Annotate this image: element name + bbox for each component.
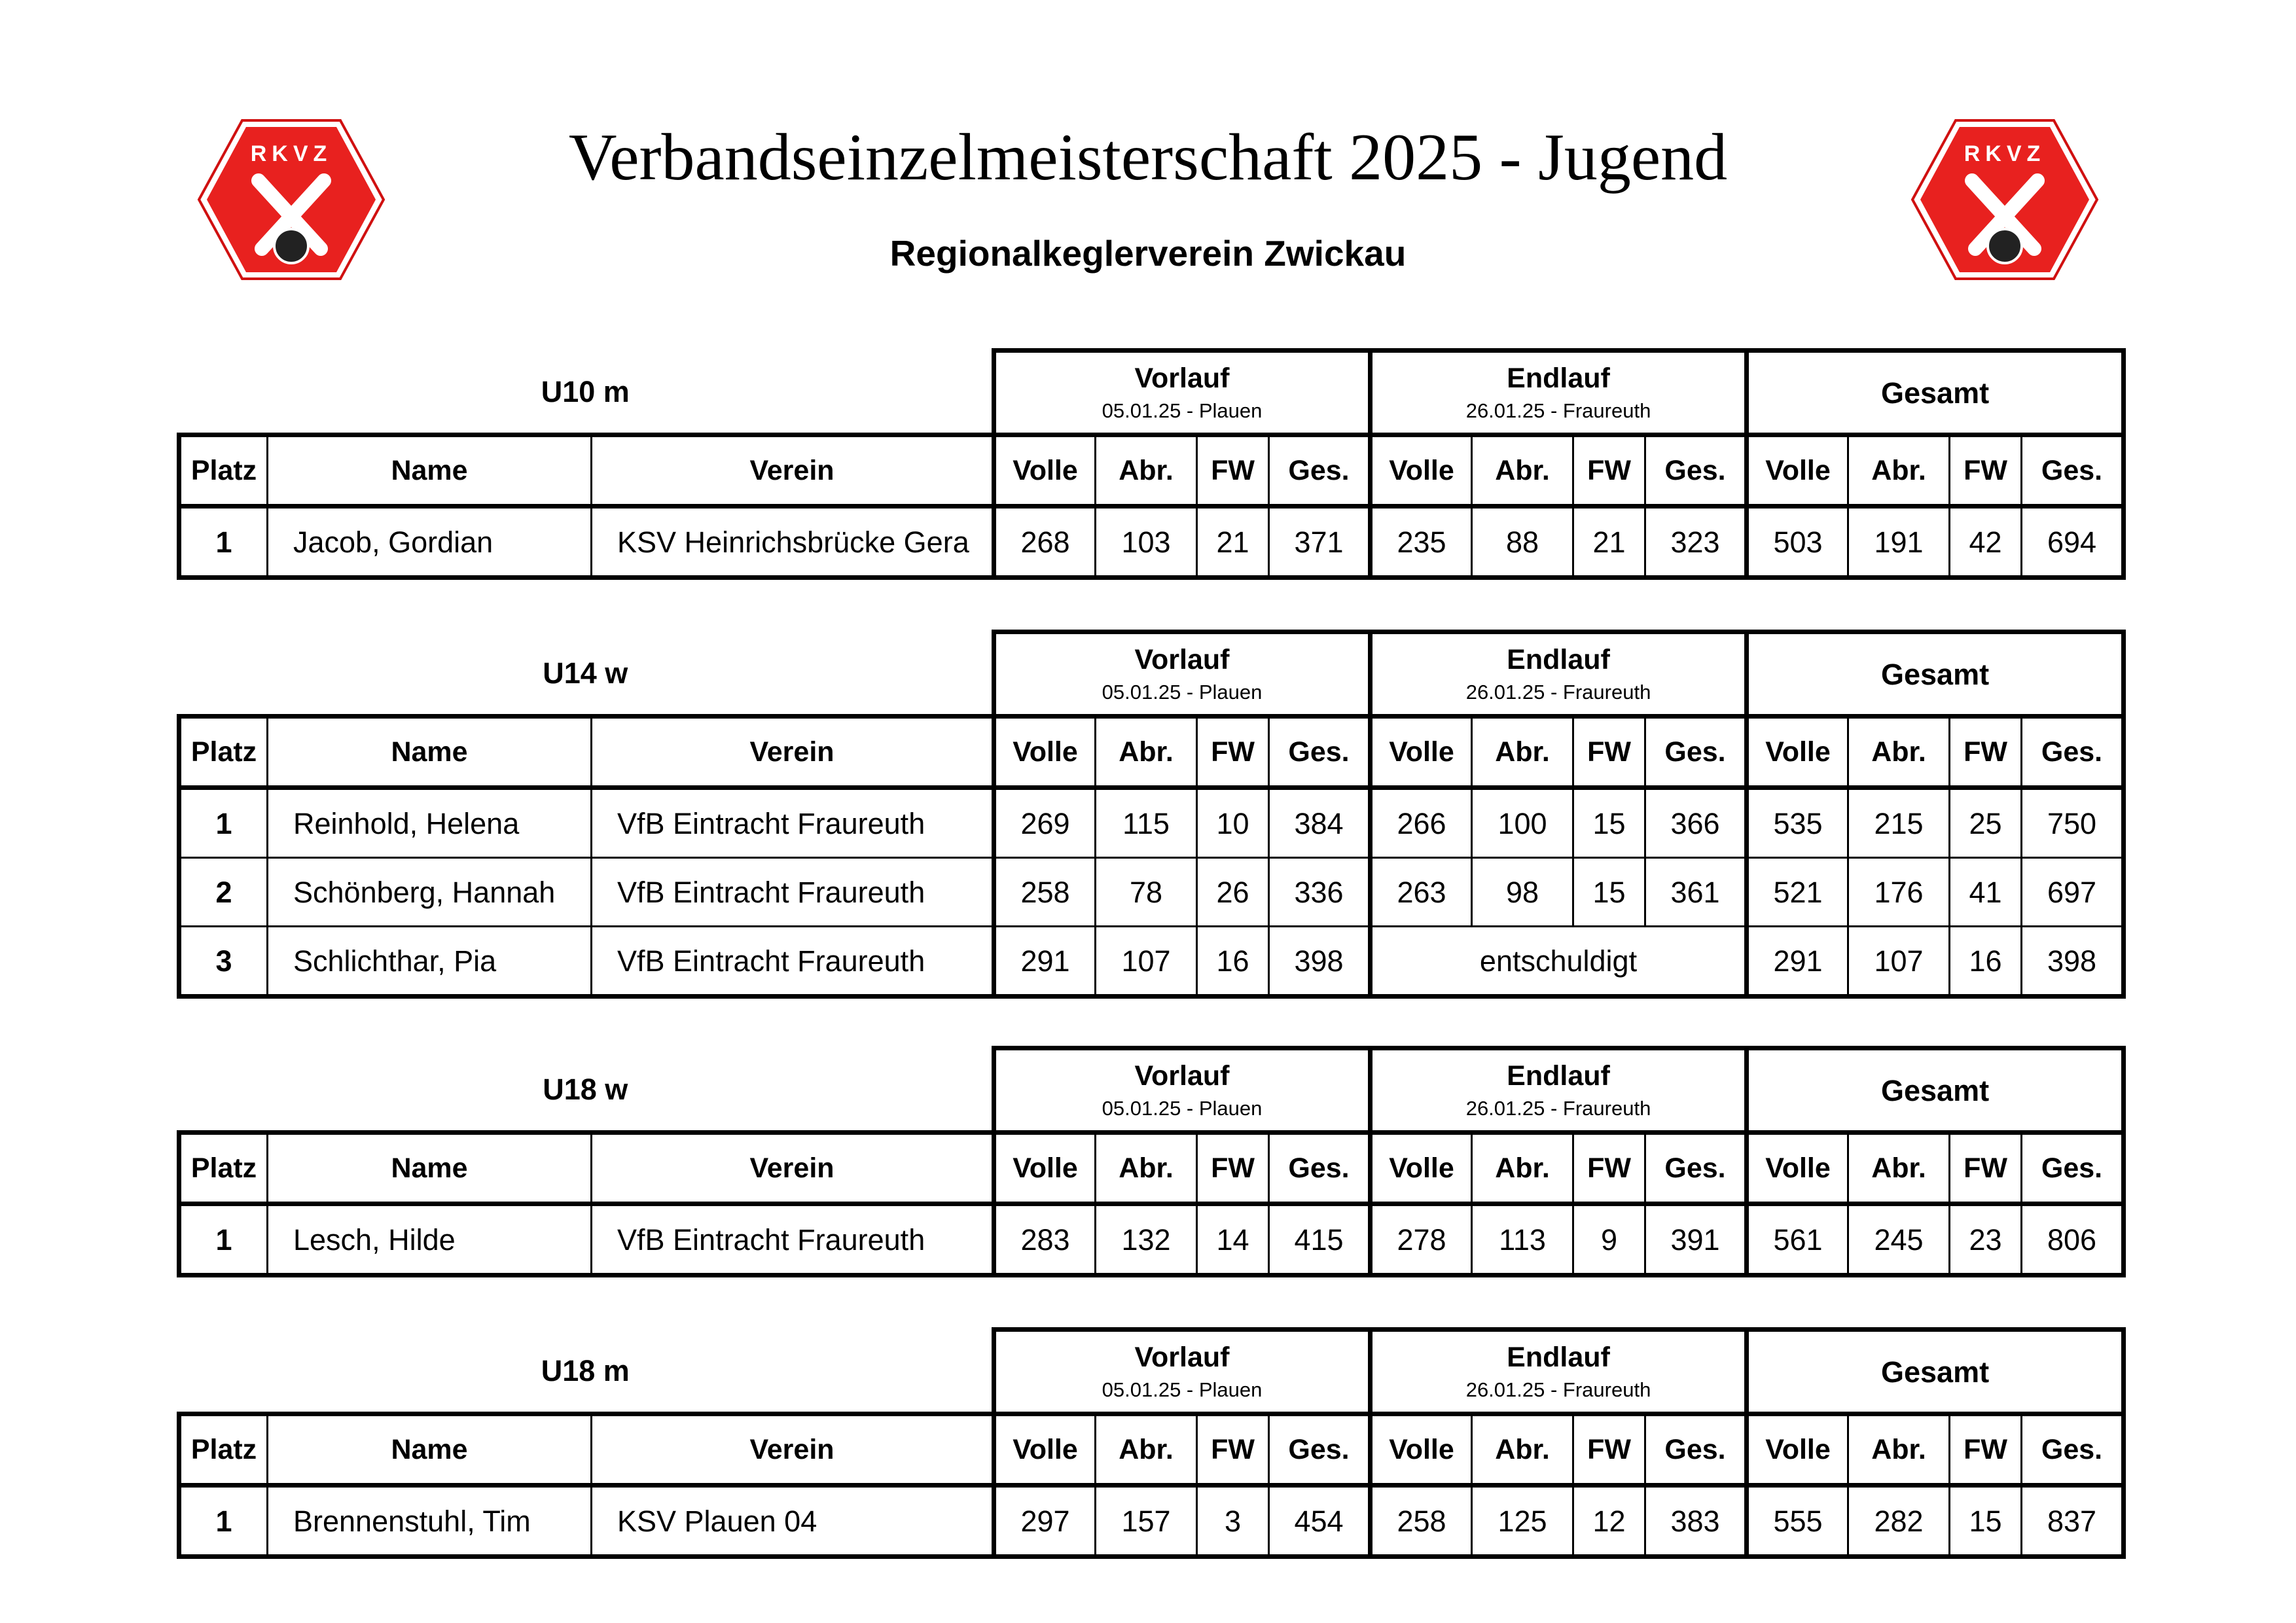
endlauf-date-location: 26.01.25 - Fraureuth: [1465, 1097, 1651, 1120]
platz-cell: 3: [179, 927, 268, 997]
endlauf-value-cell: 366: [1645, 788, 1747, 858]
endlauf-value-cell: 12: [1573, 1486, 1645, 1557]
column-header-fw: FW: [1197, 1133, 1269, 1204]
endlauf-value-cell: 15: [1573, 858, 1645, 927]
vorlauf-group-header: [994, 632, 1371, 717]
vorlauf-value-cell: 107: [1096, 927, 1197, 997]
gesamt-group-header: Gesamt: [1747, 1330, 2124, 1414]
column-header-ges: Ges.: [1645, 1414, 1747, 1486]
vorlauf-value-cell: 26: [1197, 858, 1269, 927]
column-header-volle: Volle: [1371, 1133, 1472, 1204]
column-header-fw: FW: [1197, 435, 1269, 507]
svg-text:RKVZ: RKVZ: [1964, 141, 2046, 166]
column-header-volle: Volle: [994, 435, 1096, 507]
column-header-volle: Volle: [1747, 717, 1848, 788]
platz-cell: 2: [179, 858, 268, 927]
gesamt-value-cell: 398: [2022, 927, 2124, 997]
vorlauf-value-cell: 21: [1197, 507, 1269, 578]
platz-cell: 1: [179, 788, 268, 858]
column-header-row: [179, 435, 2124, 507]
platz-cell: 1: [179, 1486, 268, 1557]
gesamt-value-cell: 697: [2022, 858, 2124, 927]
column-header-abr: Abr.: [1096, 717, 1197, 788]
verein-cell: VfB Eintracht Fraureuth: [592, 858, 994, 927]
vorlauf-value-cell: 78: [1096, 858, 1197, 927]
column-header-name: Name: [268, 1133, 592, 1204]
column-header-volle: Volle: [994, 1133, 1096, 1204]
vorlauf-value-cell: 14: [1197, 1204, 1269, 1275]
gesamt-value-cell: 107: [1848, 927, 1950, 997]
vorlauf-value-cell: 384: [1269, 788, 1371, 858]
column-header-ges: Ges.: [1269, 435, 1371, 507]
gesamt-value-cell: 42: [1950, 507, 2022, 578]
verein-cell: VfB Eintracht Fraureuth: [592, 1204, 994, 1275]
svg-text:RKVZ: RKVZ: [250, 141, 332, 166]
column-header-ges: Ges.: [1645, 1133, 1747, 1204]
column-header-verein: Verein: [592, 435, 994, 507]
column-header-fw: FW: [1950, 1414, 2022, 1486]
vorlauf-value-cell: 336: [1269, 858, 1371, 927]
gesamt-value-cell: 176: [1848, 858, 1950, 927]
column-header-fw: FW: [1573, 435, 1645, 507]
results-table: [177, 1327, 2126, 1559]
endlauf-value-cell: 323: [1645, 507, 1747, 578]
verein-cell: VfB Eintracht Fraureuth: [592, 788, 994, 858]
vorlauf-value-cell: 132: [1096, 1204, 1197, 1275]
gesamt-value-cell: 535: [1747, 788, 1848, 858]
column-header-ges: Ges.: [1645, 435, 1747, 507]
gesamt-value-cell: 16: [1950, 927, 2022, 997]
vorlauf-value-cell: 269: [994, 788, 1096, 858]
column-header-fw: FW: [1950, 717, 2022, 788]
vorlauf-value-cell: 291: [994, 927, 1096, 997]
gesamt-value-cell: 23: [1950, 1204, 2022, 1275]
gesamt-value-cell: 41: [1950, 858, 2022, 927]
name-cell: Schönberg, Hannah: [268, 858, 592, 927]
group-header-row: [179, 1048, 2124, 1133]
gesamt-value-cell: 503: [1747, 507, 1848, 578]
gesamt-value-cell: 837: [2022, 1486, 2124, 1557]
gesamt-value-cell: 555: [1747, 1486, 1848, 1557]
endlauf-value-cell: 98: [1472, 858, 1573, 927]
rkvz-logo-left: [196, 118, 386, 281]
column-header-ges: Ges.: [1269, 1133, 1371, 1204]
endlauf-value-cell: 100: [1472, 788, 1573, 858]
name-cell: Jacob, Gordian: [268, 507, 592, 578]
endlauf-value-cell: 278: [1371, 1204, 1472, 1275]
endlauf-value-cell: 383: [1645, 1486, 1747, 1557]
vorlauf-value-cell: 454: [1269, 1486, 1371, 1557]
name-cell: Brennenstuhl, Tim: [268, 1486, 592, 1557]
column-header-volle: Volle: [994, 717, 1096, 788]
vorlauf-value-cell: 415: [1269, 1204, 1371, 1275]
column-header-volle: Volle: [1747, 1133, 1848, 1204]
column-header-volle: Volle: [1371, 1414, 1472, 1486]
gesamt-value-cell: 25: [1950, 788, 2022, 858]
endlauf-value-cell: 21: [1573, 507, 1645, 578]
vorlauf-value-cell: 103: [1096, 507, 1197, 578]
column-header-platz: Platz: [179, 1133, 268, 1204]
page-subtitle: Regionalkeglerverein Zwickau: [889, 233, 1407, 274]
column-header-verein: Verein: [592, 717, 994, 788]
gesamt-group-header: Gesamt: [1747, 1048, 2124, 1133]
rkvz-logo-right: [1910, 118, 2100, 281]
column-header-fw: FW: [1197, 717, 1269, 788]
endlauf-value-cell: 9: [1573, 1204, 1645, 1275]
vorlauf-date-location: 05.01.25 - Plauen: [1102, 681, 1263, 704]
vorlauf-label: Vorlauf: [1134, 363, 1230, 394]
endlauf-group-header: [1371, 1330, 1747, 1414]
gesamt-value-cell: 215: [1848, 788, 1950, 858]
result-section: [177, 1046, 2118, 1277]
column-header-verein: Verein: [592, 1414, 994, 1486]
column-header-platz: Platz: [179, 435, 268, 507]
gesamt-value-cell: 245: [1848, 1204, 1950, 1275]
vorlauf-value-cell: 297: [994, 1486, 1096, 1557]
endlauf-label: Endlauf: [1507, 644, 1610, 675]
name-cell: Schlichthar, Pia: [268, 927, 592, 997]
column-header-abr: Abr.: [1472, 435, 1573, 507]
gesamt-value-cell: 806: [2022, 1204, 2124, 1275]
column-header-abr: Abr.: [1472, 1414, 1573, 1486]
endlauf-value-cell: 113: [1472, 1204, 1573, 1275]
vorlauf-date-location: 05.01.25 - Plauen: [1102, 399, 1263, 422]
gesamt-value-cell: 750: [2022, 788, 2124, 858]
endlauf-value-cell: 125: [1472, 1486, 1573, 1557]
result-section: [177, 1327, 2118, 1559]
endlauf-value-cell: 263: [1371, 858, 1472, 927]
group-header-row: [179, 1330, 2124, 1414]
column-header-volle: Volle: [1371, 435, 1472, 507]
gesamt-group-header: Gesamt: [1747, 632, 2124, 717]
vorlauf-value-cell: 3: [1197, 1486, 1269, 1557]
column-header-ges: Ges.: [2022, 435, 2124, 507]
column-header-abr: Abr.: [1848, 1414, 1950, 1486]
endlauf-value-cell: 361: [1645, 858, 1747, 927]
vorlauf-value-cell: 268: [994, 507, 1096, 578]
platz-cell: 1: [179, 507, 268, 578]
endlauf-value-cell: 266: [1371, 788, 1472, 858]
result-section: [177, 630, 2118, 999]
column-header-ges: Ges.: [2022, 1133, 2124, 1204]
result-section: [177, 348, 2118, 580]
page-title: Verbandseinzelmeisterschaft 2025 - Jugend: [568, 120, 1728, 194]
endlauf-date-location: 26.01.25 - Fraureuth: [1465, 1378, 1651, 1401]
column-header-ges: Ges.: [1269, 1414, 1371, 1486]
column-header-ges: Ges.: [1645, 717, 1747, 788]
vorlauf-value-cell: 371: [1269, 507, 1371, 578]
category-title: U14 w: [543, 656, 628, 690]
gesamt-value-cell: 15: [1950, 1486, 2022, 1557]
name-cell: Reinhold, Helena: [268, 788, 592, 858]
column-header-volle: Volle: [994, 1414, 1096, 1486]
column-header-row: [179, 1133, 2124, 1204]
vorlauf-value-cell: 10: [1197, 788, 1269, 858]
column-header-fw: FW: [1573, 1414, 1645, 1486]
endlauf-value-cell: 88: [1472, 507, 1573, 578]
endlauf-label: Endlauf: [1507, 1342, 1610, 1373]
vorlauf-label: Vorlauf: [1134, 1342, 1230, 1373]
endlauf-value-cell: 235: [1371, 507, 1472, 578]
table-row: [179, 1204, 2124, 1275]
vorlauf-group-header: [994, 1048, 1371, 1133]
column-header-volle: Volle: [1371, 717, 1472, 788]
vorlauf-value-cell: 283: [994, 1204, 1096, 1275]
column-header-abr: Abr.: [1096, 1414, 1197, 1486]
column-header-abr: Abr.: [1848, 435, 1950, 507]
vorlauf-date-location: 05.01.25 - Plauen: [1102, 1378, 1263, 1401]
endlauf-label: Endlauf: [1507, 363, 1610, 394]
column-header-abr: Abr.: [1848, 1133, 1950, 1204]
table-row: [179, 927, 2124, 997]
vorlauf-value-cell: 258: [994, 858, 1096, 927]
column-header-volle: Volle: [1747, 1414, 1848, 1486]
rkvz-logo-icon: [196, 118, 386, 281]
name-cell: Lesch, Hilde: [268, 1204, 592, 1275]
column-header-verein: Verein: [592, 1133, 994, 1204]
endlauf-note-cell: entschuldigt: [1371, 927, 1747, 997]
verein-cell: KSV Plauen 04: [592, 1486, 994, 1557]
endlauf-group-header: [1371, 1048, 1747, 1133]
column-header-abr: Abr.: [1472, 1133, 1573, 1204]
column-header-name: Name: [268, 435, 592, 507]
endlauf-value-cell: 15: [1573, 788, 1645, 858]
endlauf-value-cell: 258: [1371, 1486, 1472, 1557]
vorlauf-date-location: 05.01.25 - Plauen: [1102, 1097, 1263, 1120]
table-row: [179, 1486, 2124, 1557]
column-header-fw: FW: [1573, 717, 1645, 788]
gesamt-group-header: Gesamt: [1747, 351, 2124, 435]
endlauf-date-location: 26.01.25 - Fraureuth: [1465, 399, 1651, 422]
endlauf-group-header: [1371, 351, 1747, 435]
column-header-ges: Ges.: [2022, 1414, 2124, 1486]
column-header-name: Name: [268, 1414, 592, 1486]
endlauf-group-header: [1371, 632, 1747, 717]
column-header-ges: Ges.: [1269, 717, 1371, 788]
vorlauf-value-cell: 398: [1269, 927, 1371, 997]
gesamt-value-cell: 191: [1848, 507, 1950, 578]
column-header-abr: Abr.: [1096, 435, 1197, 507]
column-header-abr: Abr.: [1848, 717, 1950, 788]
gesamt-value-cell: 561: [1747, 1204, 1848, 1275]
table-row: [179, 507, 2124, 578]
gesamt-value-cell: 282: [1848, 1486, 1950, 1557]
gesamt-value-cell: 694: [2022, 507, 2124, 578]
column-header-abr: Abr.: [1472, 717, 1573, 788]
category-title: U18 w: [543, 1072, 628, 1106]
vorlauf-label: Vorlauf: [1134, 644, 1230, 675]
column-header-abr: Abr.: [1096, 1133, 1197, 1204]
column-header-fw: FW: [1950, 1133, 2022, 1204]
verein-cell: VfB Eintracht Fraureuth: [592, 927, 994, 997]
vorlauf-value-cell: 157: [1096, 1486, 1197, 1557]
results-table: [177, 348, 2126, 580]
column-header-row: [179, 1414, 2124, 1486]
group-header-row: [179, 632, 2124, 717]
category-title: U18 m: [541, 1353, 630, 1387]
column-header-fw: FW: [1197, 1414, 1269, 1486]
table-row: [179, 788, 2124, 858]
table-row: [179, 858, 2124, 927]
gesamt-value-cell: 291: [1747, 927, 1848, 997]
endlauf-value-cell: 391: [1645, 1204, 1747, 1275]
vorlauf-group-header: [994, 1330, 1371, 1414]
rkvz-logo-icon: [1910, 118, 2100, 281]
column-header-fw: FW: [1950, 435, 2022, 507]
vorlauf-value-cell: 115: [1096, 788, 1197, 858]
platz-cell: 1: [179, 1204, 268, 1275]
vorlauf-value-cell: 16: [1197, 927, 1269, 997]
column-header-fw: FW: [1573, 1133, 1645, 1204]
vorlauf-label: Vorlauf: [1134, 1060, 1230, 1092]
column-header-platz: Platz: [179, 717, 268, 788]
group-header-row: [179, 351, 2124, 435]
column-header-ges: Ges.: [2022, 717, 2124, 788]
column-header-volle: Volle: [1747, 435, 1848, 507]
column-header-row: [179, 717, 2124, 788]
endlauf-label: Endlauf: [1507, 1060, 1610, 1092]
vorlauf-group-header: [994, 351, 1371, 435]
results-table: [177, 630, 2126, 999]
verein-cell: KSV Heinrichsbrücke Gera: [592, 507, 994, 578]
results-table: [177, 1046, 2126, 1277]
endlauf-date-location: 26.01.25 - Fraureuth: [1465, 681, 1651, 704]
gesamt-value-cell: 521: [1747, 858, 1848, 927]
column-header-platz: Platz: [179, 1414, 268, 1486]
column-header-name: Name: [268, 717, 592, 788]
category-title: U10 m: [541, 374, 630, 408]
